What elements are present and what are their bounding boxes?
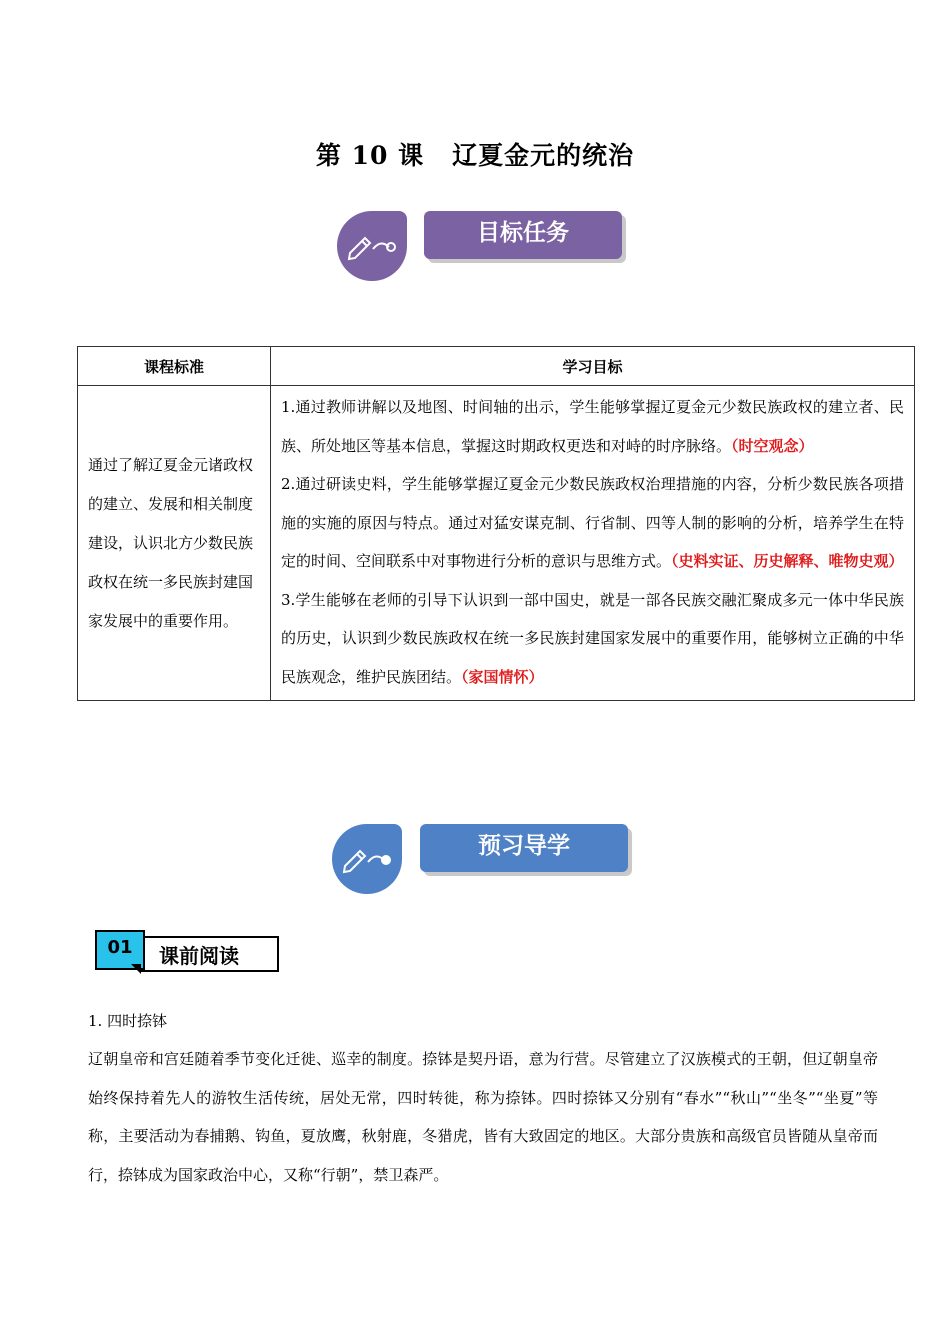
pen-badge: [332, 824, 402, 894]
header-standard: 课程标准: [78, 347, 271, 386]
goals-table: [77, 346, 915, 701]
preview-banner-label: 预习导学: [420, 824, 628, 872]
lesson-number: 第 10 课: [315, 141, 425, 170]
objective-tag: （家国情怀）: [461, 667, 544, 686]
section-tag: [95, 930, 281, 974]
reading-heading: 1. 四时捺钵: [88, 1012, 168, 1030]
table-header-row: [78, 347, 915, 386]
header-objectives: 学习目标: [271, 347, 915, 386]
lesson-title: [0, 136, 950, 172]
objective-item: 2.通过研读史料，学生能够掌握辽夏金元少数民族政权治理措施的内容，分析少数民族各项措施的实施的原因与特点。通过对猛安谋克制、行省制、四等人制的影响的分析，培养学生在特定的时间、空间联系中对事物进行分析的意识与思维方式。（史料实证、历史解释、唯物史观）: [281, 475, 904, 570]
lesson-name: 辽夏金元的统治: [452, 141, 635, 170]
objective-item: 1.通过教师讲解以及地图、时间轴的出示，学生能够掌握辽夏金元少数民族政权的建立者、民族、所处地区等基本信息，掌握这时期政权更迭和对峙的时序脉络。（时空观念）: [281, 398, 904, 455]
objective-tag: （时空观念）: [731, 436, 814, 455]
course-standard: 通过了解辽夏金元诸政权的建立、发展和相关制度建设，认识北方少数民族政权在统一多民族封建国家发展中的重要作用。: [78, 386, 271, 701]
objective-item: 3.学生能够在老师的引导下认识到一部中国史，就是一部各民族交融汇聚成多元一体中华民族的历史，认识到少数民族政权在统一多民族封建国家发展中的重要作用，能够树立正确的中华民族观念，维护民族团结。（家国情怀）: [281, 590, 904, 686]
pen-icon: [347, 229, 399, 261]
pen-badge: [337, 211, 407, 281]
objective-tag: （史料实证、历史解释、唯物史观）: [671, 552, 904, 570]
learning-objectives: [271, 386, 915, 701]
reading-body: 辽朝皇帝和宫廷随着季节变化迁徙、巡幸的制度。捺钵是契丹语，意为行营。尽管建立了汉族模式的王朝，但辽朝皇帝始终保持着先人的游牧生活传统，居处无常，四时转徙，称为捺钵。四时捺钵又分别有“春水”“秋山”“坐冬”“坐夏”等称，主要活动为春捕鹅、钩鱼，夏放鹰，秋射鹿，冬猎虎，皆有大致固定的地区。大部分贵族和高级官员皆随从皇帝而行，捺钵成为国家政治中心，又称“行朝”，禁卫森严。: [88, 1050, 878, 1184]
tag-notch: [131, 964, 141, 974]
pen-icon: [342, 842, 394, 874]
section-tag-label: 课前阅读: [141, 936, 279, 972]
table-row: [78, 386, 915, 701]
section-tag-number: 01: [95, 930, 145, 970]
goals-banner-label: 目标任务: [424, 211, 622, 259]
